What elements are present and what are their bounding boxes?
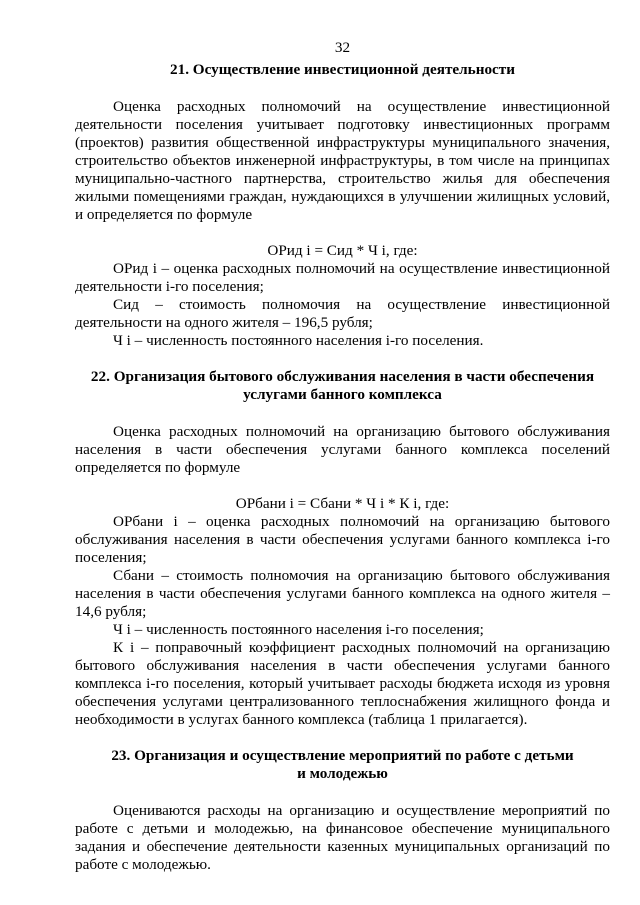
section-22-def-1: ОРбани i – оценка расходных полномочий на организацию бытового обслуживания населения в части обеспечения услугами банного комплекса i-го поселения; bbox=[75, 513, 610, 566]
section-22-intro: Оценка расходных полномочий на организацию бытового обслуживания населения в части обеспечения услугами банного комплекса поселений определяется по формуле bbox=[75, 423, 610, 476]
section-22-def-4: К i – поправочный коэффициент расходных полномочий на организацию бытового обслуживания населения в части обеспечения услугами банного комплекса i-го поселения, который учитывает расходы бюджета исходя из уровня обеспечения услугами централизованного теплоснабжения жилищного фонда и необходимости в услугах банного комплекса (таблица 1 прилагается). bbox=[75, 639, 610, 728]
section-22 bbox=[75, 368, 610, 729]
section-22-title bbox=[75, 368, 610, 404]
section-23-title bbox=[75, 747, 610, 783]
document-page bbox=[75, 38, 610, 874]
section-23-title-line-2: и молодежью bbox=[297, 765, 388, 782]
section-22-def-2: Сбани – стоимость полномочия на организацию бытового обслуживания населения в части обеспечения услугами банного комплекса на одного жителя – 14,6 рубля; bbox=[75, 567, 610, 620]
section-23 bbox=[75, 747, 610, 874]
section-21-formula: ОРид i = Сид * Ч i, где: bbox=[267, 242, 418, 259]
page-number: 32 bbox=[334, 39, 351, 56]
section-22-def-3: Ч i – численность постоянного населения i-го поселения; bbox=[113, 621, 484, 638]
section-23-intro: Оцениваются расходы на организацию и осуществление мероприятий по работе с детьми и молодежью, на финансовое обеспечение муниципального задания и обеспечение деятельности казенных муниципальных организаций по работе с молодежью. bbox=[75, 802, 610, 873]
section-22-title-line-1: 22. Организация бытового обслуживания населения в части обеспечения bbox=[90, 368, 595, 385]
section-21 bbox=[75, 61, 610, 350]
section-21-intro: Оценка расходных полномочий на осуществление инвестиционной деятельности поселения учитывает подготовку инвестиционных программ (проектов) развития общественной инфраструктуры муниципального значения, строительство объектов инженерной инфраструктуры, в том числе на принципах муниципально-частного партнерства, строительство жилья для обеспечения жилыми помещениями граждан, нуждающихся в улучшении жилищных условий, и определяется по формуле bbox=[75, 98, 610, 223]
section-21-def-1: ОРид i – оценка расходных полномочий на осуществление инвестиционной деятельности i-го поселения; bbox=[75, 260, 610, 295]
section-21-title: 21. Осуществление инвестиционной деятельности bbox=[170, 61, 515, 78]
section-21-def-3: Ч i – численность постоянного населения i-го поселения. bbox=[113, 332, 484, 349]
section-22-title-line-2: услугами банного комплекса bbox=[243, 386, 442, 403]
section-22-formula: ОРбани i = Сбани * Ч i * К i, где: bbox=[235, 495, 450, 512]
section-23-title-line-1: 23. Организация и осуществление мероприятий по работе с детьми bbox=[111, 747, 574, 764]
section-21-def-2: Сид – стоимость полномочия на осуществление инвестиционной деятельности на одного жителя – 196,5 рубля; bbox=[75, 296, 610, 331]
